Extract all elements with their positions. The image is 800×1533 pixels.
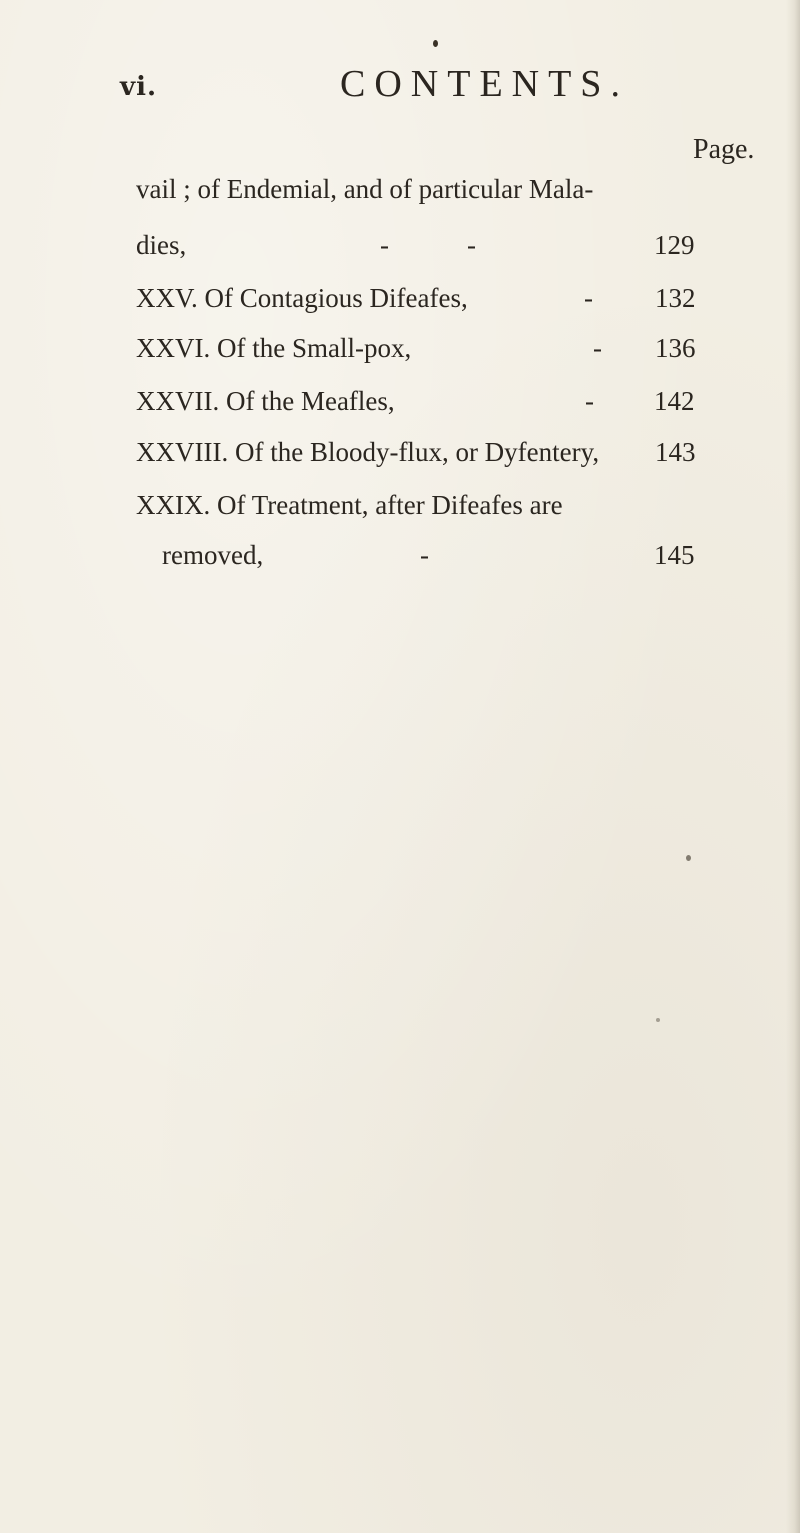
leader-dash: - [420, 540, 429, 570]
entry-text: XXVIII. Of the Bloody-flux, or Dyfentery, [136, 437, 600, 467]
entry-page-number: 132 [655, 283, 696, 313]
entry-text: removed, [162, 540, 264, 570]
leader-dash: - [467, 230, 476, 260]
ink-speck [433, 40, 438, 47]
page-column-label: Page. [693, 134, 755, 165]
entry-page-number: 143 [655, 437, 696, 467]
entry-text: XXV. Of Contagious Difeafes, [136, 283, 468, 313]
entry-text: vail ; of Endemial, and of particular Mala- [136, 174, 594, 204]
entry-page-number: 145 [654, 540, 695, 570]
folio-number: vi. [120, 72, 158, 102]
running-title: CONTENTS. [340, 63, 629, 105]
entry-text: XXVI. Of the Small-pox, [136, 333, 412, 363]
leader-dash: - [584, 283, 593, 313]
ink-speck [656, 1018, 660, 1022]
contents-list [0, 0, 800, 700]
entry-page-number: 142 [654, 386, 695, 416]
entry-text: dies, [136, 230, 187, 260]
leader-dash: - [380, 230, 389, 260]
leader-dash: - [585, 386, 594, 416]
entry-page-number: 136 [655, 333, 696, 363]
ink-speck [686, 855, 691, 861]
entry-text: XXVII. Of the Meafles, [136, 386, 395, 416]
entry-text: XXIX. Of Treatment, after Difeafes are [136, 490, 563, 520]
leader-dash: - [593, 333, 602, 363]
entry-page-number: 129 [654, 230, 695, 260]
